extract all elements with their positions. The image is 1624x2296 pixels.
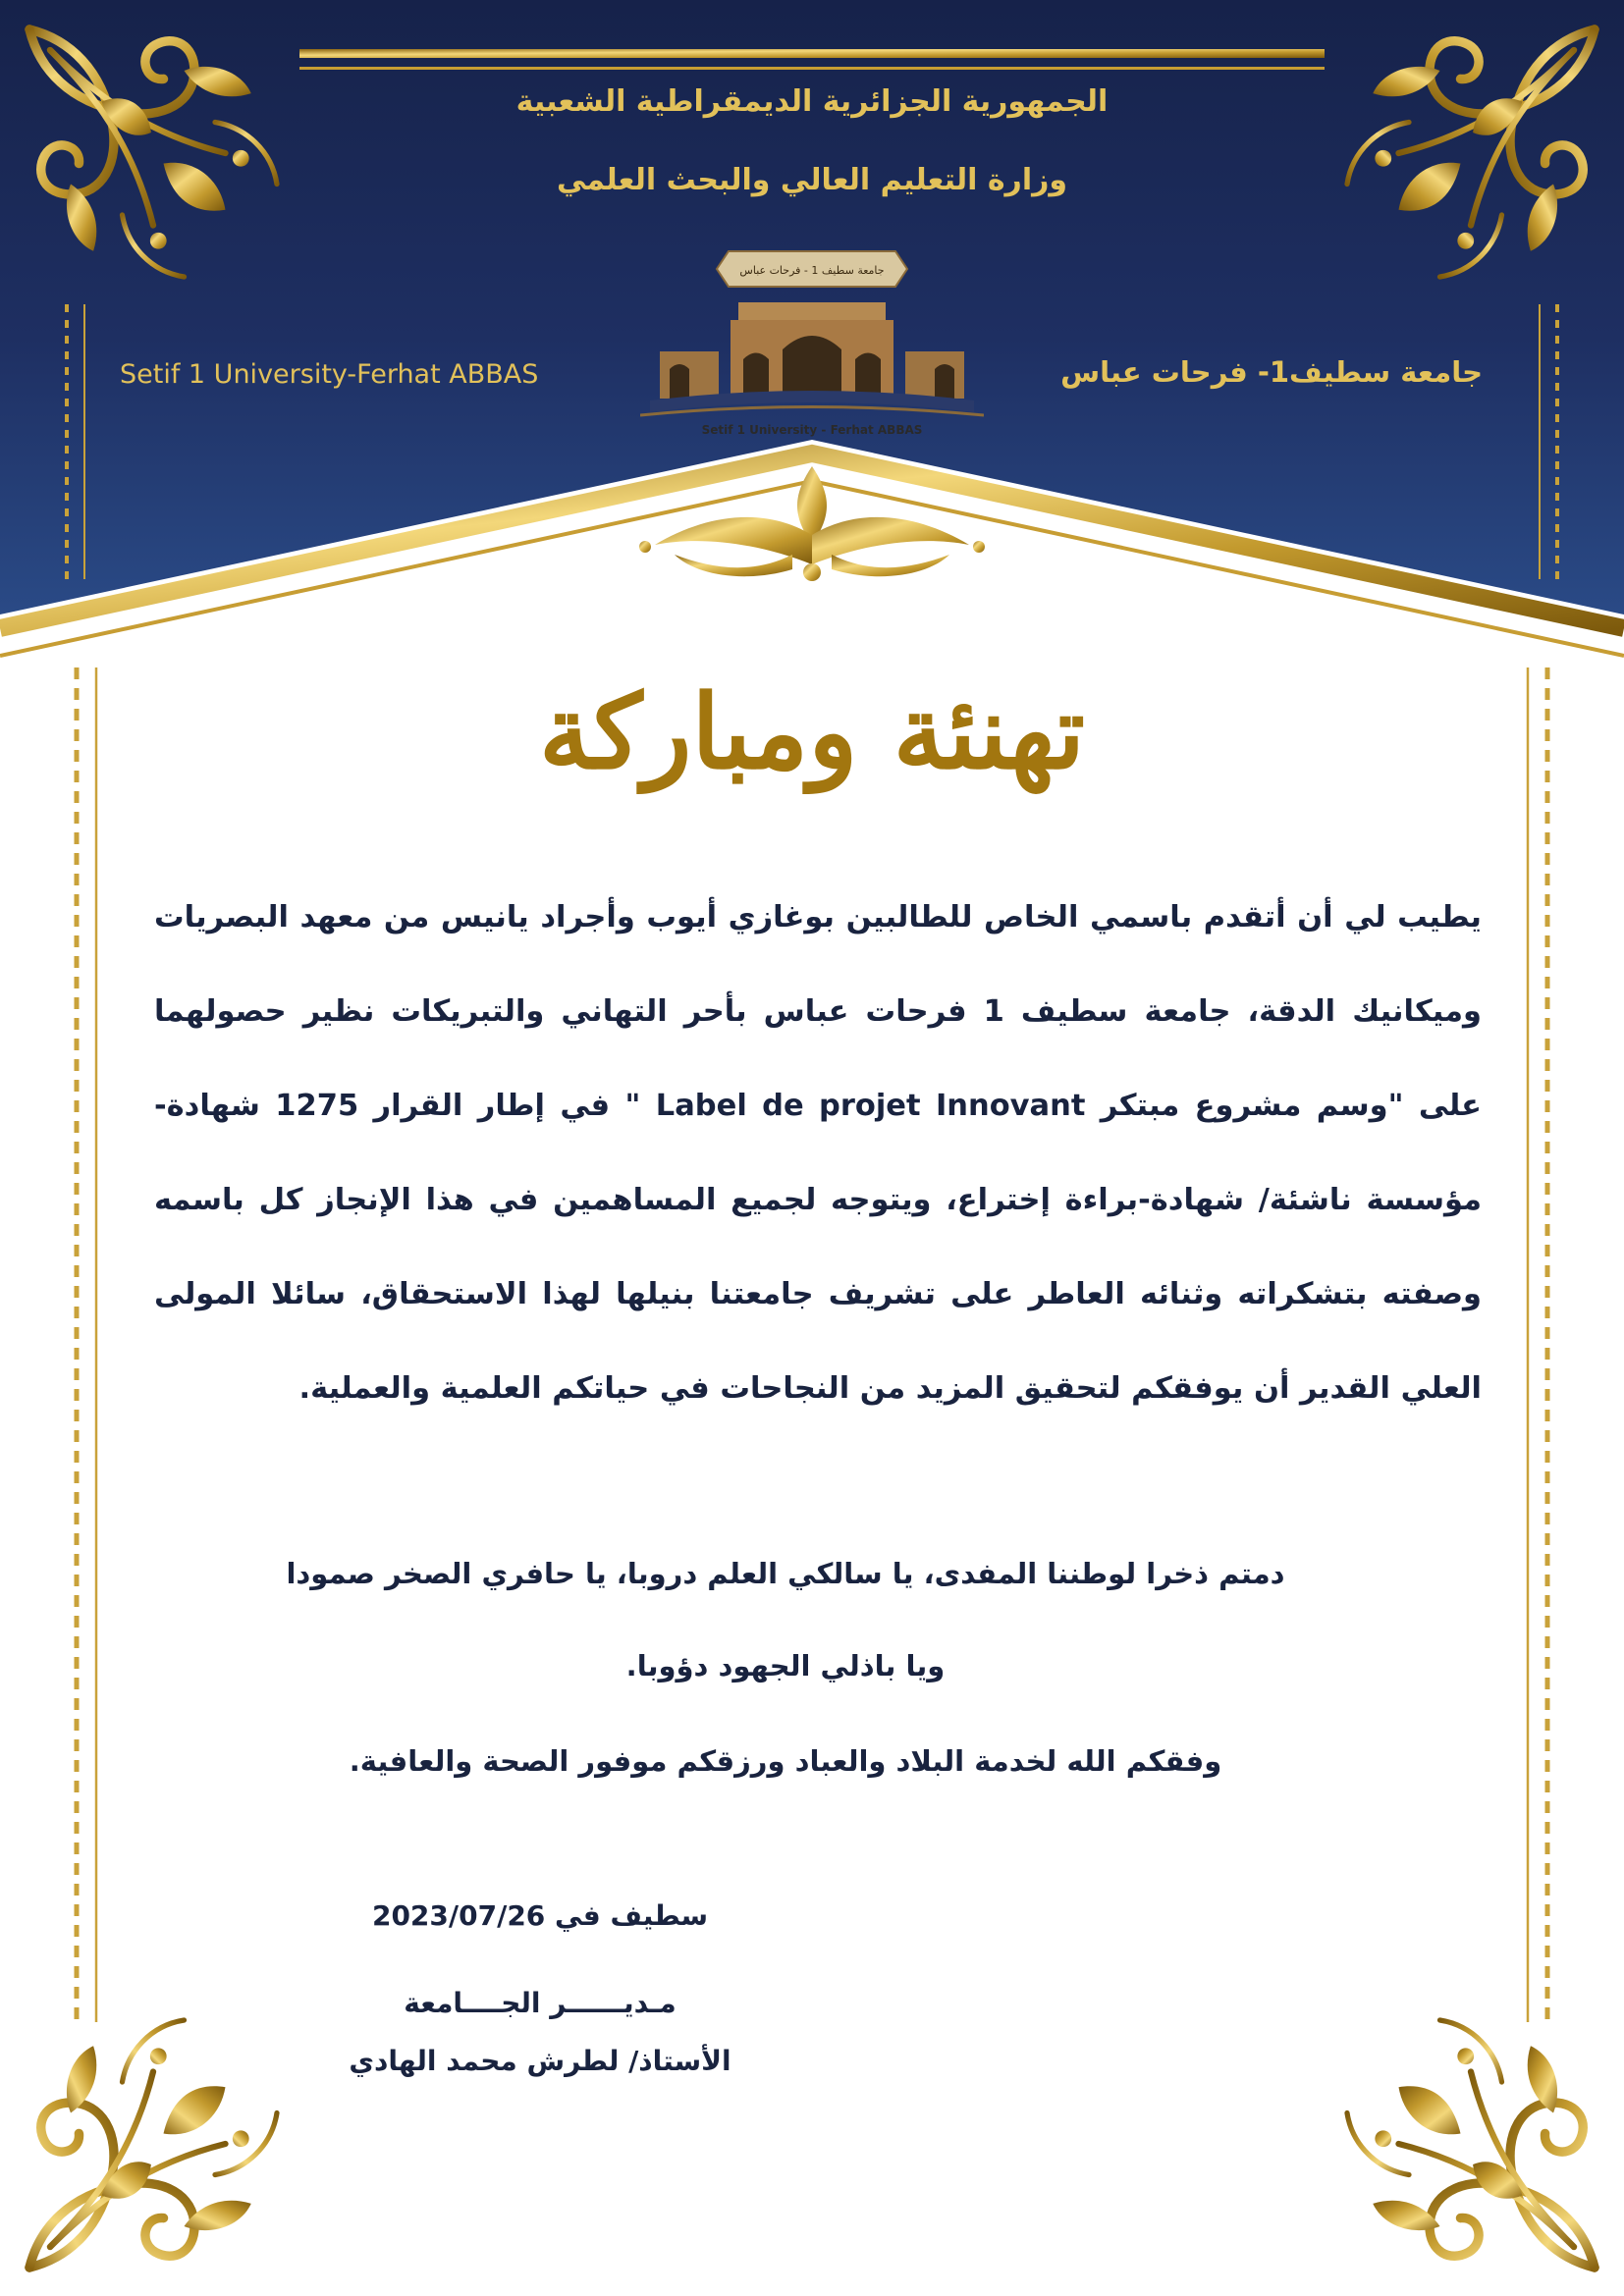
university-name-ar: جامعة سطيف1- فرحات عباس <box>1060 355 1483 389</box>
university-logo <box>640 243 984 440</box>
congratulation-body: يطيب لي أن أتقدم باسمي الخاص للطالبين بوغازي أيوب وأجراد يانيس من معهد البصريات وميكانيك الدقة، جامعة سطيف 1 فرحات عباس بأحر التهاني والتبريكات نظير حصولهما على "وسم مشروع مبتكر Label de projet Innovant " في إطار القرار 1275 شهادة-مؤسسة ناشئة/ شهادة-براءة إختراع، ويتوجه لجميع المساهمين في هذا الإنجاز كل باسمه وصفته بتشكراته وثنائه العاطر على تشريف جامعتنا بنيلها لهذا الاستحقاق، سائلا المولى العلي القدير أن يوفقكم لتحقيق المزيد من النجاحات في حياتكم العلمية والعملية. <box>154 900 1482 1406</box>
logo-caption: Setif 1 University - Ferhat ABBAS <box>701 423 923 437</box>
greeting-title: تهنئة ومباركة <box>538 671 1086 792</box>
signature-title: مـديــــــر الجــــامعة <box>404 1987 677 2019</box>
closing-line-2: ويا باذلي الجهود دؤوبا. <box>625 1649 946 1682</box>
republic-title: الجمهورية الجزائرية الديمقراطية الشعبية <box>515 84 1109 119</box>
signature-name: الأستاذ/ لطرش محمد الهادي <box>349 2045 731 2077</box>
ministry-title: وزارة التعليم العالي والبحث العلمي <box>556 163 1068 197</box>
university-name-en: Setif 1 University-Ferhat ABBAS <box>120 359 539 390</box>
logo-top-text: جامعة سطيف 1 - فرحات عباس <box>739 264 885 277</box>
closing-line-1: دمتم ذخرا لوطننا المفدى، يا سالكي العلم دروبا، يا حافري الصخر صمودا <box>286 1557 1285 1590</box>
closing-line-3: وفقكم الله لخدمة البلاد والعباد ورزقكم موفور الصحة والعافية. <box>349 1744 1222 1778</box>
arch-logo-icon <box>640 243 984 440</box>
signature-place-date: سطيف في 2023/07/26 <box>371 1899 709 1932</box>
